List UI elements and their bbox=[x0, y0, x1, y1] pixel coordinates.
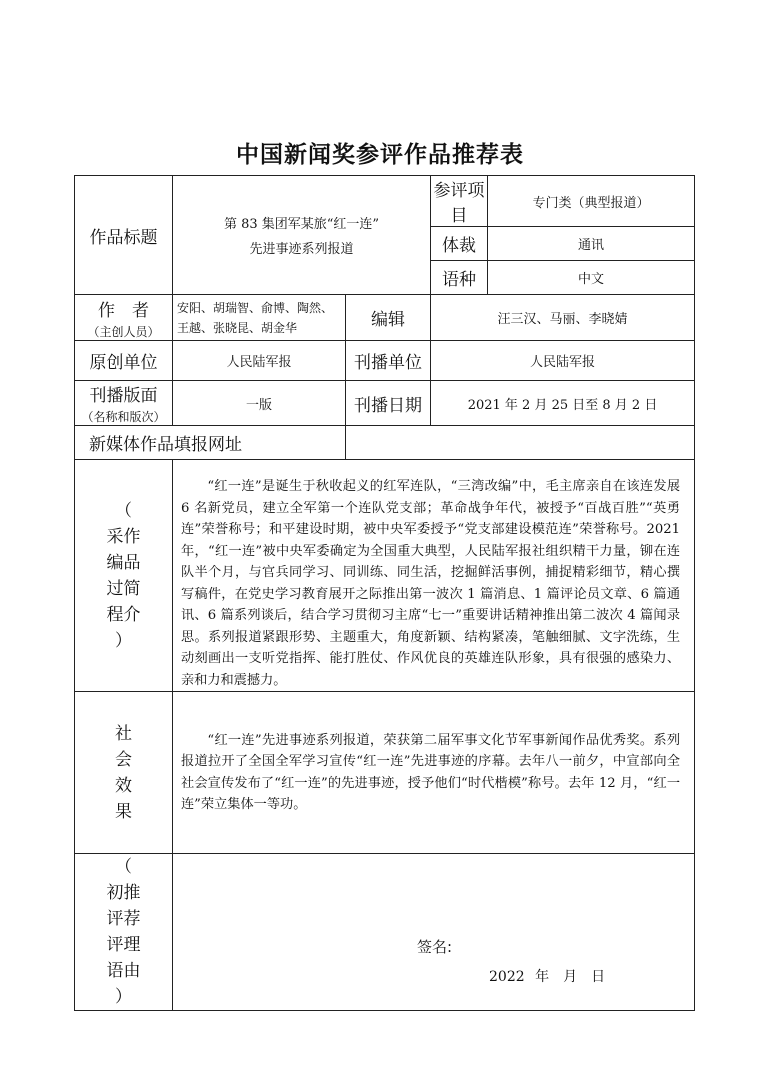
publish-date-label: 刊播日期 bbox=[346, 381, 431, 426]
authors-line2: 王越、张晓昆、胡金华 bbox=[177, 320, 298, 335]
recommendation-form bbox=[74, 175, 695, 1011]
process-label-char: 过简 bbox=[106, 578, 141, 599]
process-text: “红一连”是诞生于秋收起义的红军连队，“三湾改编”中，毛主席亲自在该连发展 6 名新党员，建立全军第一个连队党支部；革命战争年代，被授予“百战百胜”“英勇连”荣誉称号；和平建设时期，被中央军委授予“党支部建设模范连”荣誉称号。2021 年，“红一连”被中央军委确定为全国重大典型，人民陆军报社组织精干力量，铆在连队半个月，与官兵同学习、同训练、同生活，挖掘鲜活事例，捕捉精彩细节，精心撰写稿件，在党史学习教育展开之际推出第一波次 1 篇消息、1 篇评论员文章、6 篇通讯、6 篇系列谈后，结合学习贯彻习主席“七一”重要讲话精神推出第二波次 4 篇闻录思。系列报道紧跟形势、主题重大，角度新颖、结构紧凑，笔触细腻、文字洗练，生动刻画出一支听党指挥、能打胜仗、作风优良的英雄连队形象，具有很强的感染力、亲和力和震撼力。 bbox=[173, 460, 695, 692]
social-effect-label-char: 果 bbox=[115, 801, 132, 822]
original-unit-label: 原创单位 bbox=[75, 341, 173, 381]
recommendation-label-char: 评荐 bbox=[106, 909, 141, 929]
authors-value bbox=[173, 295, 346, 341]
social-effect-label-char: 会 bbox=[115, 749, 132, 770]
edition-sublabel: （名称和版次） bbox=[81, 410, 166, 424]
process-label-char: 程介 bbox=[106, 604, 141, 625]
process-label-char: ） bbox=[115, 630, 132, 651]
language-value: 中文 bbox=[488, 261, 695, 295]
edition-label-cell bbox=[75, 381, 173, 426]
recommendation-content bbox=[173, 854, 695, 1011]
signature-date: 2022 年 月 日 bbox=[489, 969, 606, 985]
new-media-url-label: 新媒体作品填报网址 bbox=[75, 426, 346, 460]
process-label-char: 采作 bbox=[106, 526, 141, 547]
work-title-line1: 第 83 集团军某旅“红一连” bbox=[223, 217, 380, 232]
social-effect-text: “红一连”先进事迹系列报道，荣获第二届军事文化节军事新闻作品优秀奖。系列报道拉开了全国全军学习宣传“红一连”先进事迹的序幕。去年八一前夕，中宣部向全社会宣传发布了“红一连”的先进事迹，授予他们“时代楷模”称号。去年 12 月，“红一连”荣立集体一等功。 bbox=[173, 692, 695, 854]
original-unit-value: 人民陆军报 bbox=[173, 341, 346, 381]
genre-label: 体裁 bbox=[431, 227, 488, 261]
social-effect-label-char: 效 bbox=[115, 775, 132, 796]
publish-unit-value: 人民陆军报 bbox=[431, 341, 695, 381]
recommendation-label-char: 语由 bbox=[106, 961, 141, 981]
authors-sublabel: （主创人员） bbox=[87, 324, 160, 339]
genre-value: 通讯 bbox=[488, 227, 695, 261]
process-label-char: （ bbox=[115, 500, 132, 521]
recommendation-label-char: 初推 bbox=[106, 883, 141, 903]
new-media-url-value bbox=[346, 426, 695, 460]
editor-value: 汪三汉、马丽、李晓婧 bbox=[431, 295, 695, 341]
authors-line1: 安阳、胡瑞智、俞博、陶然、 bbox=[177, 300, 334, 315]
edition-label: 刊播版面 bbox=[89, 386, 158, 406]
recommendation-label-char: ） bbox=[115, 987, 132, 1007]
work-title-line2: 先进事迹系列报道 bbox=[249, 242, 354, 257]
page-title: 中国新闻奖参评作品推荐表 bbox=[236, 142, 524, 168]
category-label: 参评项目 bbox=[431, 176, 488, 227]
publish-date-value: 2021 年 2 月 25 日至 8 月 2 日 bbox=[431, 381, 695, 426]
recommendation-label bbox=[75, 854, 173, 1011]
language-label: 语种 bbox=[431, 261, 488, 295]
edition-value: 一版 bbox=[173, 381, 346, 426]
social-effect-label-char: 社 bbox=[115, 723, 132, 744]
process-label bbox=[75, 460, 173, 692]
recommendation-label-char: （ bbox=[115, 857, 132, 877]
recommendation-label-char: 评理 bbox=[106, 935, 141, 955]
process-label-char: 编品 bbox=[106, 552, 141, 573]
work-title-label: 作品标题 bbox=[75, 176, 173, 295]
social-effect-label bbox=[75, 692, 173, 854]
category-value: 专门类（典型报道） bbox=[488, 176, 695, 227]
authors-label: 作 者 bbox=[98, 300, 149, 321]
signature-label: 签名: bbox=[417, 938, 453, 956]
editor-label: 编辑 bbox=[346, 295, 431, 341]
authors-label-cell bbox=[75, 295, 173, 341]
work-title-value bbox=[173, 176, 431, 295]
publish-unit-label: 刊播单位 bbox=[346, 341, 431, 381]
